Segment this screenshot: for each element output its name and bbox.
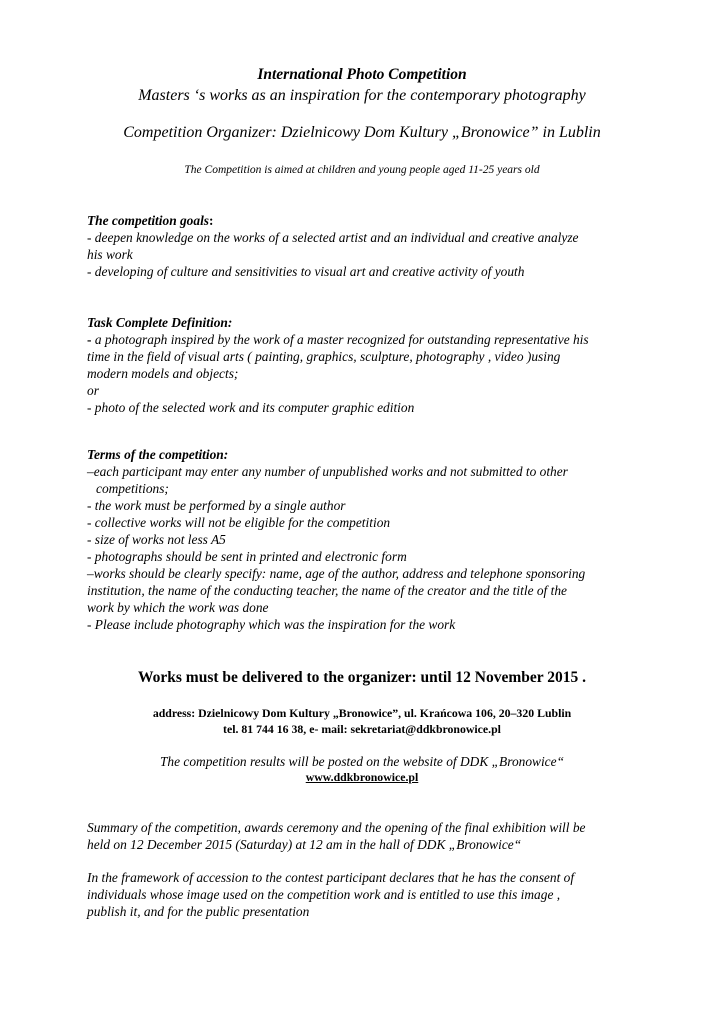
consent-section <box>87 869 647 920</box>
consent-line: individuals whose image used on the competition work and is entitled to use this image , <box>87 887 561 902</box>
goals-heading: The competition goals: <box>87 213 214 228</box>
audience-line: The Competition is aimed at children and young people aged 11-25 years old <box>184 164 540 176</box>
results-note: The competition results will be posted on the website of DDK „Bronowice“ <box>159 754 565 769</box>
terms-line: - the work must be performed by a single author <box>87 498 346 513</box>
task-heading: Task Complete Definition: <box>87 315 233 330</box>
goals-line: - deepen knowledge on the works of a selected artist and an individual and creative analyze <box>87 230 579 245</box>
task-line: or <box>87 383 99 398</box>
terms-line: - Please include photography which was the inspiration for the work <box>87 617 456 632</box>
terms-line: –works should be clearly specify: name, age of the author, address and telephone sponsoring <box>87 566 586 581</box>
summary-line: Summary of the competition, awards ceremony and the opening of the final exhibition will be <box>87 820 586 835</box>
terms-line: –each participant may enter any number of unpublished works and not submitted to other <box>87 464 568 479</box>
page-subtitle: Masters ‘s works as an inspiration for the contemporary photography <box>138 87 586 104</box>
summary-section <box>87 819 647 853</box>
terms-line: institution, the name of the conducting teacher, the name of the creator and the title of the <box>87 583 567 598</box>
goals-line: - developing of culture and sensitivities to visual art and creative activity of youth <box>87 264 525 279</box>
organizer-line: Competition Organizer: Dzielnicowy Dom Kultury „Bronowice” in Lublin <box>123 124 601 141</box>
summary-line: held on 12 December 2015 (Saturday) at 12 am in the hall of DDK „Bronowice“ <box>87 837 522 852</box>
task-line: modern models and objects; <box>87 366 239 381</box>
terms-heading: Terms of the competition: <box>87 447 229 462</box>
task-line: - photo of the selected work and its computer graphic edition <box>87 400 415 415</box>
terms-line: work by which the work was done <box>87 600 269 615</box>
goals-section <box>87 212 647 280</box>
organizer-address: address: Dzielnicowy Dom Kultury „Bronowice”, ul. Krańcowa 106, 20–320 Lublin <box>152 706 572 720</box>
terms-line: - collective works will not be eligible for the competition <box>87 515 391 530</box>
terms-section <box>87 446 647 633</box>
deadline-notice: Works must be delivered to the organizer: until 12 November 2015 . <box>137 669 587 686</box>
task-line: - a photograph inspired by the work of a master recognized for outstanding representative his <box>87 332 589 347</box>
goals-line: his work <box>87 247 133 262</box>
terms-line: - size of works not less A5 <box>87 532 226 547</box>
consent-line: publish it, and for the public presentation <box>87 904 310 919</box>
website-link[interactable]: www.ddkbronowice.pl <box>305 770 419 784</box>
contact-line: tel. 81 744 16 38, e- mail: sekretariat@ddkbronowice.pl <box>223 722 501 736</box>
terms-line: competitions; <box>96 481 169 496</box>
task-section <box>87 314 647 416</box>
page-title: International Photo Competition <box>257 66 467 83</box>
consent-line: In the framework of accession to the contest participant declares that he has the consent of <box>87 870 575 885</box>
task-line: time in the field of visual arts ( painting, graphics, sculpture, photography , video )using <box>87 349 561 364</box>
terms-line: - photographs should be sent in printed and electronic form <box>87 549 407 564</box>
